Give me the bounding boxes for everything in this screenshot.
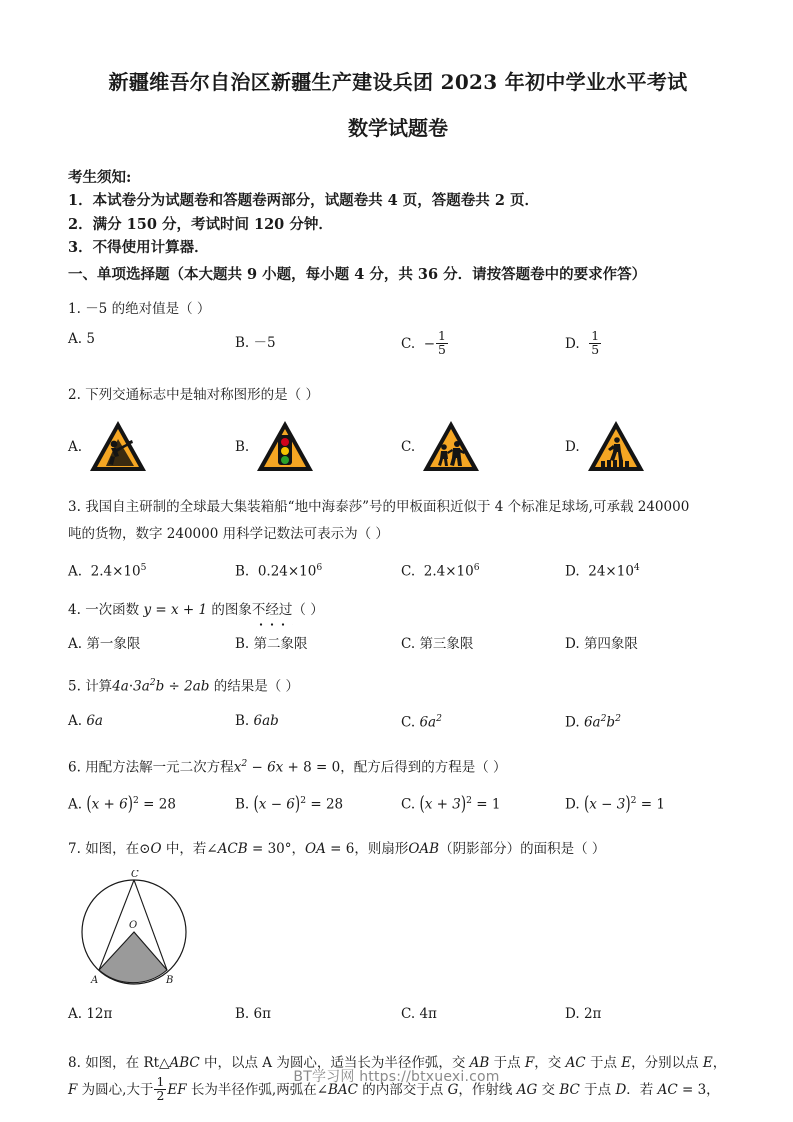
option-3-B-exponent: 6	[316, 561, 323, 573]
option-6-C[interactable]: C. $(x + 3)^2 = 1$	[401, 792, 501, 816]
q8-l2-d: 长为半径作弧,两弧在∠	[186, 1081, 329, 1098]
page-content	[68, 0, 728, 1104]
option-7-C-label: C.	[401, 1005, 416, 1022]
question-4-stem	[68, 600, 728, 621]
question-4-function: y = x + 1	[143, 601, 208, 618]
option-6-B-inner: x − 6	[258, 796, 295, 813]
option-4-C-label: C.	[401, 635, 416, 652]
question-6-text-post: ，配方后得到的方程是（ ）	[340, 759, 507, 776]
question-7-text-5: （阴影部分）的面积是（ ）	[439, 840, 606, 857]
candidate-notice	[68, 166, 728, 260]
question-5-options	[68, 713, 728, 743]
q8-l2-b: 为圆心,大于	[77, 1081, 154, 1098]
figure-label-B: B	[166, 974, 174, 986]
q8-l2-p: = 3，	[677, 1081, 720, 1098]
option-3-B-value: 0.24×10	[257, 563, 317, 580]
q8-l1-m: ，	[712, 1054, 727, 1071]
question-6-text-pre: 用配方法解一元二次方程	[85, 759, 234, 776]
option-1-D[interactable]	[565, 328, 602, 358]
question-5-text-post: 的结果是（ ）	[213, 678, 300, 695]
question-2-options	[68, 418, 728, 480]
question-4-text-mid: 的图象	[207, 601, 252, 618]
option-1-A[interactable]	[68, 331, 95, 347]
option-2-C-label: C.	[401, 438, 416, 455]
footer-watermark: BT学习网 https://btxuexi.com	[293, 1069, 500, 1085]
q8-l2-l: 于点	[579, 1081, 616, 1098]
option-5-C-label: C.	[401, 714, 416, 731]
option-5-A-label: A.	[68, 713, 83, 730]
notice-line-3: 3．不得使用计算器．	[68, 239, 209, 257]
question-2-stem	[68, 385, 728, 406]
option-6-A-label: A.	[68, 796, 83, 813]
option-7-A-value: 12π	[86, 1005, 113, 1022]
option-3-C-value: 2.4×10	[423, 563, 474, 580]
option-6-C-label: C.	[401, 796, 416, 813]
option-4-D[interactable]	[565, 632, 638, 652]
option-1-C[interactable]	[401, 328, 449, 358]
q8-l1-e: 于点	[489, 1054, 525, 1071]
question-1-options	[68, 328, 728, 369]
option-7-D[interactable]	[565, 1006, 601, 1022]
page-title: 新疆维吾尔自治区新疆生产建设兵团 2023 年初中学业水平考试	[108, 70, 688, 94]
option-5-B-value: 6ab	[253, 713, 279, 730]
question-8-stem-line2: F 为圆心,大于 $\frac{1}{2}$ EF 长为半径作弧,两弧在∠BAC 的内部交于点 G，作射线 AG 交 BC 于点 D．若 AC = 3，	[68, 1073, 720, 1103]
option-1-A-value: 5	[86, 331, 95, 348]
option-2-C[interactable]	[401, 418, 481, 476]
question-5-expression: 4a	[112, 678, 129, 695]
option-1-B-value: －5	[253, 335, 276, 352]
option-1-C-label: C.	[401, 335, 416, 352]
question-7-text-4: = 6，则扇形	[325, 840, 409, 857]
q8-l2-h: ，作射线	[458, 1081, 517, 1098]
question-7-segment: OA	[305, 840, 326, 857]
option-5-D-label: D.	[565, 714, 580, 731]
question-5-number: 5.	[68, 678, 81, 695]
q8-l1-i: 于点	[585, 1054, 622, 1071]
children-crossing-sign-icon	[421, 418, 481, 476]
option-4-C-value: 第三象限	[419, 635, 474, 652]
q8-ray-AG: AG	[516, 1081, 538, 1098]
option-4-C[interactable]	[401, 632, 473, 652]
page-subtitle: 数学试题卷	[348, 116, 448, 140]
option-4-D-value: 第四象限	[583, 635, 638, 652]
q8-point-E: E	[621, 1054, 632, 1071]
option-3-A-value: 2.4×10	[90, 563, 141, 580]
question-7-sector: OAB	[408, 840, 440, 857]
question-7-text-1: 如图，在⊙	[85, 840, 151, 857]
option-1-C-value: − $\frac{1}{5}$	[419, 328, 446, 357]
option-6-B-label: B.	[235, 796, 250, 813]
q8-l1-k: ，分别以点	[631, 1054, 703, 1071]
option-6-D-label: D.	[565, 796, 580, 813]
q8-seg-AC: AC	[565, 1054, 586, 1071]
option-5-D[interactable]: D. $6a^2b^2$	[565, 713, 621, 731]
question-3-number: 3.	[68, 498, 81, 515]
option-7-C[interactable]	[401, 1006, 437, 1022]
option-3-D-value: 24×10	[588, 563, 634, 580]
option-6-C-inner: x + 3	[424, 796, 461, 813]
option-1-B[interactable]	[235, 331, 276, 351]
q8-triangle-ABC: ABC	[169, 1054, 200, 1071]
option-3-D-exponent: 4	[633, 561, 640, 573]
option-4-B[interactable]	[235, 632, 308, 652]
option-5-C[interactable]: C. $6a^2$	[401, 713, 442, 731]
traffic-light-sign-icon	[255, 418, 315, 476]
option-4-A[interactable]	[68, 632, 140, 652]
option-2-B[interactable]	[235, 418, 315, 476]
q8-seg-AB: AB	[469, 1054, 490, 1071]
question-7-text-3: = 30°，	[247, 840, 306, 857]
option-7-B-value: 6π	[253, 1005, 271, 1022]
question-7-number: 7.	[68, 840, 81, 857]
option-2-B-label: B.	[235, 438, 250, 455]
option-3-C-label: C.	[401, 563, 416, 580]
q8-seg-BC: BC	[559, 1081, 580, 1098]
option-6-A-rhs: 28	[158, 796, 176, 813]
q8-point-F: F	[524, 1054, 535, 1071]
question-4-options	[68, 632, 728, 662]
q8-point-G: G	[447, 1081, 459, 1098]
option-3-B[interactable]	[235, 562, 322, 580]
question-6	[68, 757, 728, 778]
q8-l1-g: ，交	[534, 1054, 566, 1071]
option-2-D[interactable]	[565, 418, 646, 476]
option-1-A-label: A.	[68, 331, 83, 348]
question-8-number: 8.	[68, 1054, 81, 1071]
option-3-A-exponent: 5	[140, 561, 147, 573]
question-3	[68, 494, 728, 548]
option-6-A-inner: x + 6	[91, 796, 128, 813]
q8-l2-j: 交	[537, 1081, 560, 1098]
option-5-A-value: 6a	[86, 713, 103, 730]
option-5-B[interactable]	[235, 713, 279, 729]
q8-l2-f: 的内部交于点	[358, 1081, 448, 1098]
option-4-D-label: D.	[565, 635, 580, 652]
option-3-D[interactable]	[565, 562, 640, 580]
notice-line-1: 1．本试卷分为试题卷和答题卷两部分，试题卷共 4 页，答题卷共 2 页．	[68, 192, 539, 210]
option-7-A[interactable]	[68, 1006, 112, 1022]
q8-l1-c: 中，以点 A 为圆心，适当长为半径作弧，交	[199, 1054, 470, 1071]
question-1	[68, 299, 728, 320]
option-2-A[interactable]	[68, 418, 148, 476]
option-5-C-value: 6a	[419, 714, 437, 731]
option-4-B-label: B.	[235, 635, 250, 652]
question-7-angle: ACB	[217, 840, 248, 857]
option-1-D-label: D.	[565, 335, 580, 352]
option-3-A-label: A.	[68, 563, 83, 580]
question-3-text-line1: 我国自主研制的全球最大集装箱船“地中海泰莎”号的甲板面积近似于 4 个标准足球场,可承载 240000	[85, 498, 690, 515]
question-5	[68, 676, 728, 697]
notice-heading: 考生须知:	[68, 169, 132, 186]
option-7-D-label: D.	[565, 1005, 580, 1022]
section-heading-choice: 一、单项选择题（本大题共 9 小题，每小题 4 分，共 36 分．请按答题卷中的要求作答）	[68, 265, 647, 283]
question-5-text-pre: 计算	[85, 678, 113, 695]
question-7-figure	[68, 860, 728, 1000]
question-4	[68, 600, 728, 621]
q8-point-E2: E	[702, 1054, 713, 1071]
option-4-A-label: A.	[68, 635, 83, 652]
question-3-stem	[68, 494, 728, 548]
question-6-equation: x	[233, 759, 242, 776]
option-6-D[interactable]: D. $(x - 3)^2 = 1$	[565, 792, 665, 816]
pedestrian-crossing-sign-icon	[586, 418, 646, 476]
question-7-stem	[68, 839, 728, 860]
figure-label-C: C	[131, 869, 139, 880]
question-6-stem: 6. 用配方法解一元二次方程$x^2 - 6x + 8 = 0$，配方后得到的方程是（ ）	[68, 758, 507, 776]
option-4-A-value: 第一象限	[86, 635, 141, 652]
question-6-number: 6.	[68, 759, 81, 776]
option-6-B[interactable]: B. $(x - 6)^2 = 28$	[235, 792, 344, 816]
question-5-stem: 5. 计算$4a\cdot 3a^2b \div 2ab$ 的结果是（ ）	[68, 676, 300, 695]
question-1-stem	[68, 299, 728, 320]
option-6-C-rhs: 1	[491, 796, 501, 813]
q8-l2-n: ．若	[626, 1081, 658, 1098]
question-1-number: 1.	[68, 301, 81, 318]
option-6-D-inner: x − 3	[589, 796, 626, 813]
question-1-text: －5 的绝对值是（ ）	[85, 301, 211, 318]
question-2	[68, 385, 728, 406]
option-7-B[interactable]	[235, 1006, 271, 1022]
option-2-A-label: A.	[68, 438, 83, 455]
question-7-options	[68, 1006, 728, 1036]
q8-point-F2: F	[68, 1081, 78, 1098]
question-2-number: 2.	[68, 387, 81, 404]
option-3-D-label: D.	[565, 563, 580, 580]
notice-line-2: 2．满分 150 分，考试时间 120 分钟．	[68, 215, 333, 233]
option-7-C-value: 4π	[419, 1005, 437, 1022]
option-7-D-value: 2π	[583, 1005, 602, 1022]
option-5-A[interactable]	[68, 713, 103, 729]
option-3-C-exponent: 6	[473, 561, 480, 573]
figure-label-A: A	[91, 974, 99, 986]
option-5-B-label: B.	[235, 713, 250, 730]
option-3-B-label: B.	[235, 563, 250, 580]
option-3-A[interactable]	[68, 562, 146, 580]
option-1-B-label: B.	[235, 335, 250, 352]
question-4-emphasis: 不经过	[252, 600, 293, 621]
option-1-D-value: $\frac{1}{5}$	[591, 328, 600, 357]
option-7-A-label: A.	[68, 1005, 83, 1022]
option-7-B-label: B.	[235, 1005, 250, 1022]
q8-angle-BAC: BAC	[328, 1081, 359, 1098]
q8-seg-AC2: AC	[657, 1081, 678, 1098]
option-6-B-rhs: 28	[325, 796, 344, 813]
question-4-text-pre: 一次函数	[85, 601, 144, 618]
question-4-text-post: （ ）	[292, 601, 324, 618]
question-3-options	[68, 562, 728, 592]
question-2-text: 下列交通标志中是轴对称图形的是（ ）	[85, 387, 319, 404]
question-6-options	[68, 792, 728, 825]
option-6-D-rhs: 1	[656, 796, 665, 813]
option-3-C[interactable]	[401, 562, 480, 580]
q8-l1-a: 如图，在 Rt△	[85, 1054, 170, 1071]
q8-point-D: D	[615, 1081, 627, 1098]
question-3-text-line2: 吨的货物，数字 240000 用科学记数法可表示为（ ）	[68, 525, 389, 542]
figure-label-O: O	[129, 919, 138, 931]
question-7-text-2: 中，若∠	[161, 840, 218, 857]
option-4-B-value: 第二象限	[253, 635, 308, 652]
option-2-D-label: D.	[565, 438, 580, 455]
question-4-number: 4.	[68, 601, 81, 618]
option-6-A[interactable]: A. $(x + 6)^2 = 28$	[68, 792, 176, 816]
question-7	[68, 839, 728, 860]
question-7-circle-label: O	[150, 840, 162, 857]
q8-seg-EF: EF	[167, 1081, 187, 1098]
road-work-sign-icon	[88, 418, 148, 476]
option-5-D-value: 6a	[583, 714, 601, 731]
